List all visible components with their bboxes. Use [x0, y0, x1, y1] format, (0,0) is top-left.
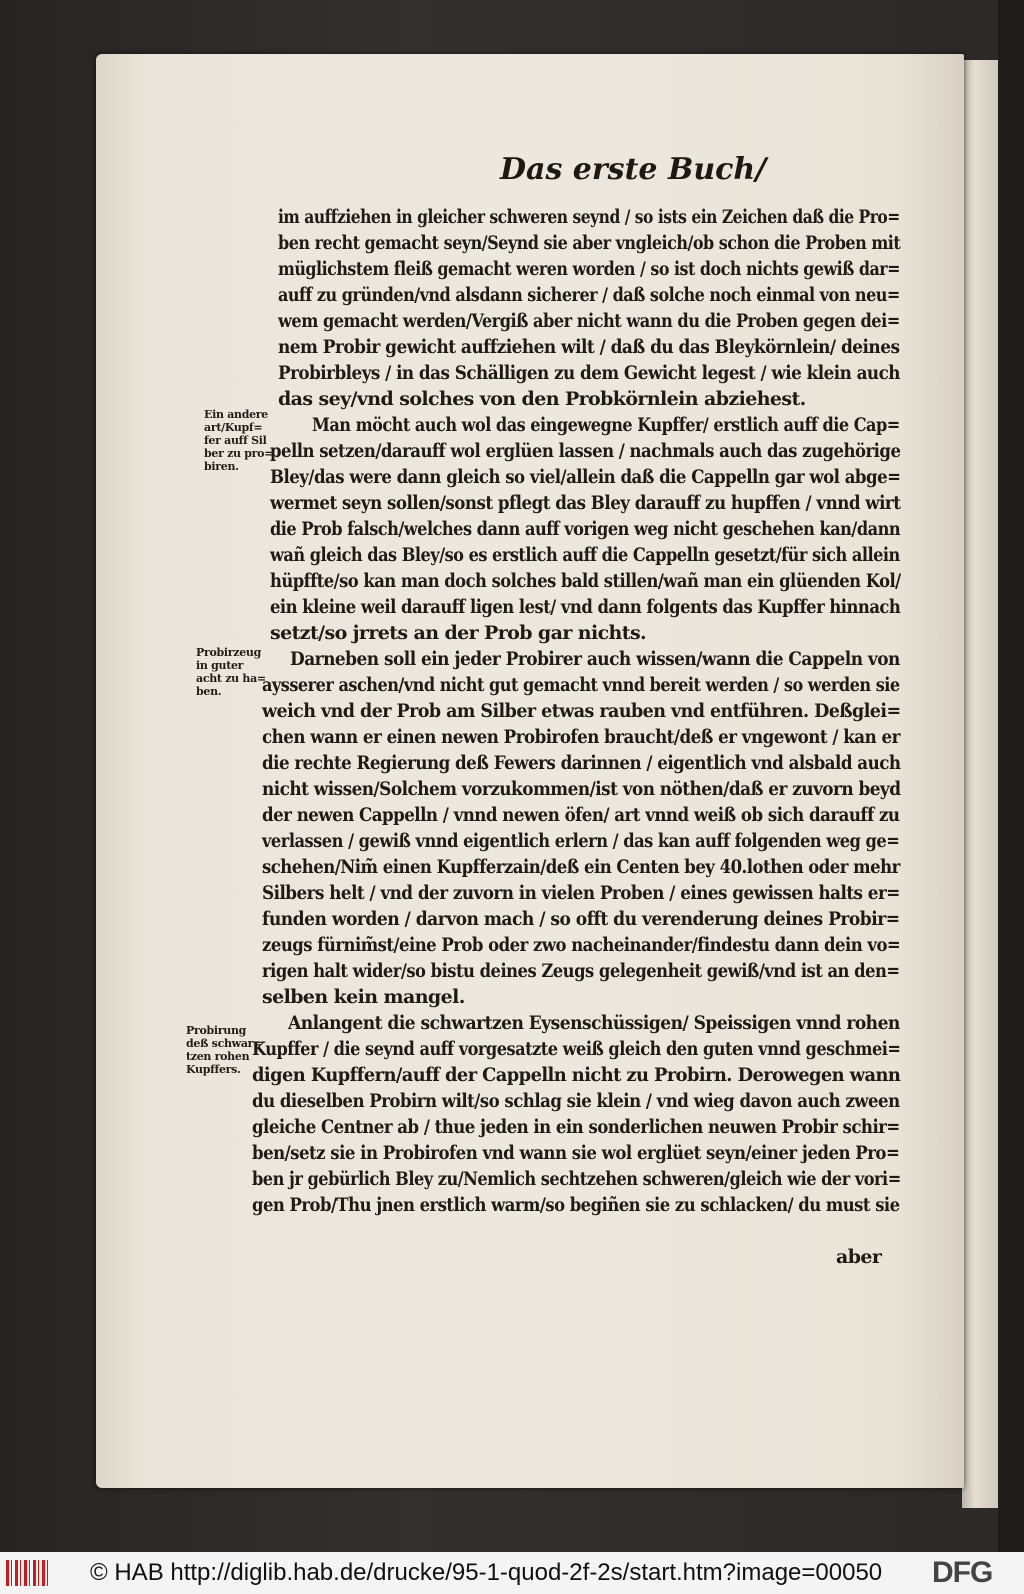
text-line: das sey/vnd solches von den Probkörnlein abziehest. — [278, 388, 806, 410]
marginal-note-line: deß schwar= — [186, 1037, 263, 1050]
running-head: Das erste Buch/ — [500, 152, 767, 187]
marginal-note-line: Kupffers. — [186, 1063, 241, 1076]
marginal-note-line: Probirung — [186, 1024, 247, 1037]
text-line: funden worden / darvon mach / so offt du verenderung deines Probir= — [262, 908, 900, 930]
text-line: Anlangent die schwartzen Eysenschüssigen/ Speissigen vnnd rohen — [288, 1012, 900, 1034]
text-line: auff zu gründen/vnd alsdann sicherer / daß solche noch einmal von neu= — [278, 284, 900, 306]
footer-copyright-url[interactable]: © HAB http://diglib.hab.de/drucke/95-1-quod-2f-2s/start.htm?image=00050 — [90, 1559, 883, 1586]
text-line: selben kein mangel. — [262, 986, 465, 1008]
footer-bar — [0, 1552, 1024, 1594]
text-line: zeugs fürnim̃st/eine Prob oder zwo nacheinander/findestu dann dein vo= — [262, 934, 901, 956]
marginal-note-line: ber zu pro= — [204, 447, 274, 460]
text-line: schehen/Nim̃ einen Kupfferzain/deß ein Centen bey 40.lothen oder mehr — [262, 856, 900, 878]
text-line: gen Prob/Thu jnen erstlich warm/so begiñen sie zu schlacken/ du must sie — [252, 1194, 900, 1216]
text-line: im auffziehen in gleicher schweren seynd / so ists ein Zeichen daß die Pro= — [278, 206, 900, 228]
dfg-logo: DFG — [932, 1556, 993, 1589]
marginal-note-line: tzen rohen — [186, 1050, 250, 1063]
text-line: Kupffer / die seynd auff vorgesatzte weiß gleich den guten vnnd geschmei= — [252, 1038, 901, 1060]
text-line: hüpffte/so kan man doch solches bald stillen/wañ man ein glüenden Kol/ — [270, 570, 901, 592]
text-line: Bley/das were dann gleich so viel/allein daß die Cappelln gar wol abge= — [270, 466, 901, 488]
marginal-note-line: ben. — [196, 685, 222, 698]
hab-barcode-icon — [6, 1560, 48, 1586]
text-line: ben recht gemacht seyn/Seynd sie aber vngleich/ob schon die Proben mit — [278, 232, 901, 254]
text-line: ben jr gebürlich Bley zu/Nemlich sechtzehen schweren/gleich wie der vori= — [252, 1168, 901, 1190]
marginal-note-line: fer auff Sil — [204, 434, 267, 447]
text-line: setzt/so jrrets an der Prob gar nichts. — [270, 622, 647, 644]
scan-border-right — [998, 0, 1024, 1552]
text-line: die rechte Regierung deß Fewers darinnen / eigentlich vnd alsbald auch — [262, 752, 901, 774]
marginal-note-line: acht zu ha= — [196, 672, 266, 685]
text-line: Darneben soll ein jeder Probirer auch wissen/wann die Cappeln von — [290, 648, 900, 670]
text-line: du dieselben Probirn wilt/so schlag sie klein / vnd wieg davon auch zween — [252, 1090, 900, 1112]
text-line: nem Probir gewicht auffziehen wilt / daß du das Bleykörnlein/ deines — [278, 336, 900, 358]
marginal-note-line: biren. — [204, 460, 239, 473]
text-line: nicht wissen/Solchem vorzukommen/ist von nöthen/daß er zuvorn beyd — [262, 778, 901, 800]
text-line: Man möcht auch wol das eingewegne Kupffer/ erstlich auff die Cap= — [312, 414, 900, 436]
text-line: weich vnd der Prob am Silber etwas rauben vnd entführen. Deßglei= — [262, 700, 901, 722]
text-line: Silbers helt / vnd der zuvorn in vielen Proben / eines gewissen halts er= — [262, 882, 900, 904]
text-line: ben/setz sie in Probirofen vnd wann sie wol erglüet seyn/einer jeden Pro= — [252, 1142, 900, 1164]
text-line: müglichstem fleiß gemacht weren worden / so ist doch nichts gewiß dar= — [278, 258, 901, 280]
marginal-note-line: Ein andere — [204, 408, 268, 421]
text-line: wem gemacht werden/Vergiß aber nicht wann du die Proben gegen dei= — [278, 310, 900, 332]
text-line: der newen Cappelln / vnnd newen öfen/ art vnnd weiß ob sich darauff zu — [262, 804, 900, 826]
facing-page-edge — [962, 60, 998, 1508]
text-line: digen Kupffern/auff der Cappelln nicht zu Probirn. Derowegen wann — [252, 1064, 901, 1086]
text-line: chen wann er einen newen Probirofen braucht/deß er vngewont / kan er — [262, 726, 900, 748]
marginal-note-line: Probirzeug — [196, 646, 262, 659]
catchword: aber — [836, 1246, 882, 1268]
text-line: verlassen / gewiß vnnd eigentlich erlern / das kan auff folgenden weg ge= — [262, 830, 900, 852]
text-line: wañ gleich das Bley/so es erstlich auff die Cappelln gesetzt/für sich allein — [270, 544, 900, 566]
marginal-note-line: in guter — [196, 659, 244, 672]
text-line: gleiche Centner ab / thue jeden in ein sonderlichen neuwen Probir schir= — [252, 1116, 900, 1138]
marginal-note-line: art/Kupf= — [204, 421, 263, 434]
text-line: wermet seyn sollen/sonst pflegt das Bley darauff zu hupffen / vnnd wirt — [270, 492, 901, 514]
text-line: aysserer aschen/vnd nicht gut gemacht vnnd bereit werden / so werden sie — [262, 674, 900, 696]
text-line: rigen halt wider/so bistu deines Zeugs gelegenheit gewiß/vnd ist an den= — [262, 960, 900, 982]
text-line: pelln setzen/darauff wol erglüen lassen / nachmals auch das zugehörige — [270, 440, 901, 462]
text-line: ein kleine weil darauff ligen lest/ vnd dann folgents das Kupffer hinnach — [270, 596, 901, 618]
text-line: die Prob falsch/welches dann auff vorigen weg nicht geschehen kan/dann — [270, 518, 901, 540]
text-line: Probirbleys / in das Schälligen zu dem Gewicht legest / wie klein auch — [278, 362, 900, 384]
